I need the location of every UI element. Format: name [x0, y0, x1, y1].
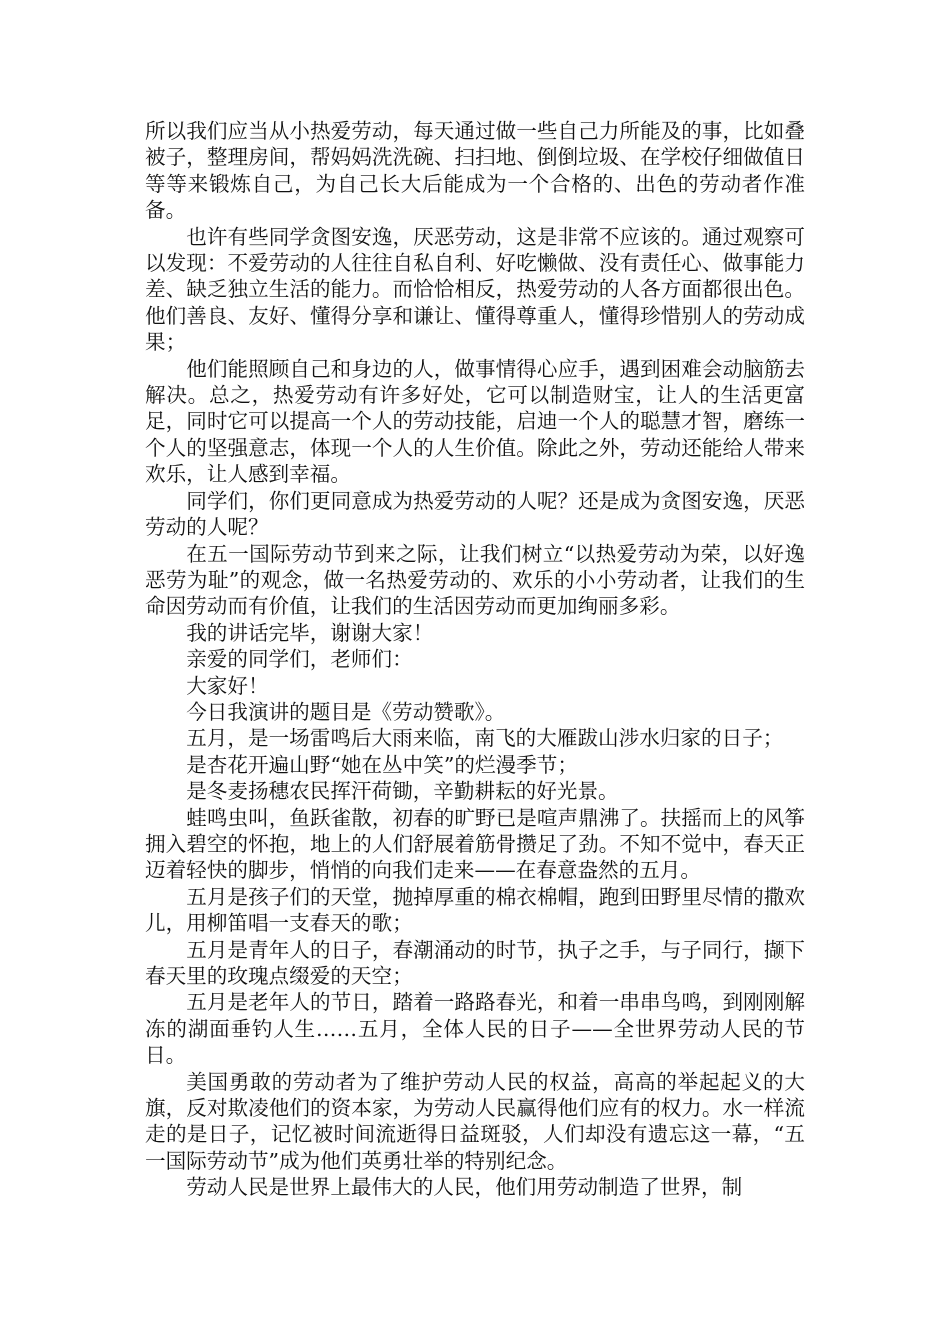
paragraph-2: 也许有些同学贪图安逸，厌恶劳动，这是非常不应该的。通过观察可以发现：不爱劳动的人往往自私自利、好吃懒做、没有责任心、做事能力差、缺乏独立生活的能力。而恰恰相反，热爱劳动的人各方面都很出色。他们善良、友好、懂得分享和谦让、懂得尊重人，懂得珍惜别人的劳动成果；: [145, 224, 805, 355]
paragraph-4: 同学们，你们更同意成为热爱劳动的人呢？还是成为贪图安逸，厌恶劳动的人呢？: [145, 488, 805, 540]
paragraph-17: 美国勇敢的劳动者为了维护劳动人民的权益，高高的举起起义的大旗，反对欺凌他们的资本家，为劳动人民赢得他们应有的权力。水一样流走的是日子，记忆被时间流逝得日益斑驳，人们却没有遗忘这一幕，“五一国际劳动节”成为他们英勇壮举的特别纪念。: [145, 1069, 805, 1173]
paragraph-6: 我的讲话完毕，谢谢大家！: [186, 620, 434, 645]
paragraph-10: 五月，是一场雷鸣后大雨来临，南飞的大雁跋山涉水归家的日子；: [186, 726, 784, 751]
document-body: [145, 118, 805, 1201]
paragraph-15: 五月是青年人的日子，春潮涌动的时节，执子之手，与子同行，撷下春天里的玫瑰点缀爱的天空；: [145, 937, 805, 988]
paragraph-5: 在五一国际劳动节到来之际，让我们树立“以热爱劳动为荣，以好逸恶劳为耻”的观念，做一名热爱劳动的、欢乐的小小劳动者，让我们的生命因劳动而有价值，让我们的生活因劳动而更加绚丽多彩。: [145, 541, 805, 619]
paragraph-9: 今日我演讲的题目是《劳动赞歌》。: [186, 699, 506, 724]
paragraph-3: 他们能照顾自己和身边的人，做事情得心应手，遇到困难会动脑筋去解决。总之，热爱劳动有许多好处，它可以制造财宝，让人的生活更富足，同时它可以提高一个人的劳动技能，启迪一个人的聪慧才智，磨练一个人的坚强意志，体现一个人的人生价值。除此之外，劳动还能给人带来欢乐，让人感到幸福。: [145, 356, 805, 487]
paragraph-16: 五月是老年人的节日，踏着一路路春光，和着一串串鸟鸣，到刚刚解冻的湖面垂钓人生……五月，全体人民的日子——全世界劳动人民的节日。: [145, 990, 805, 1068]
paragraph-1: 所以我们应当从小热爱劳动，每天通过做一些自己力所能及的事，比如叠被子，整理房间，帮妈妈洗洗碗、扫扫地、倒倒垃圾、在学校仔细做值日等等来锻炼自己，为自己长大后能成为一个合格的、出色的劳动者作准备。: [145, 119, 805, 223]
paragraph-14: 五月是孩子们的天堂，抛掉厚重的棉衣棉帽，跑到田野里尽情的撒欢儿，用柳笛唱一支春天的歌；: [145, 884, 805, 936]
paragraph-8: 大家好！: [186, 673, 269, 698]
paragraph-11: 是杏花开遍山野“她在丛中笑”的烂漫季节；: [186, 752, 578, 777]
paragraph-12: 是冬麦扬穗农民挥汗荷锄，辛勤耕耘的好光景。: [186, 779, 619, 804]
paragraph-13: 蛙鸣虫叫，鱼跃雀散，初春的旷野已是喧声鼎沸了。扶摇而上的风筝拥入碧空的怀抱，地上的人们舒展着筋骨攒足了劲。不知不觉中，春天正迈着轻快的脚步，悄悄的向我们走来——在春意盎然的五月。: [145, 805, 805, 883]
paragraph-18: 劳动人民是世界上最伟大的人民，他们用劳动制造了世界，制: [186, 1175, 743, 1200]
paragraph-7: 亲爱的同学们，老师们：: [186, 647, 413, 672]
